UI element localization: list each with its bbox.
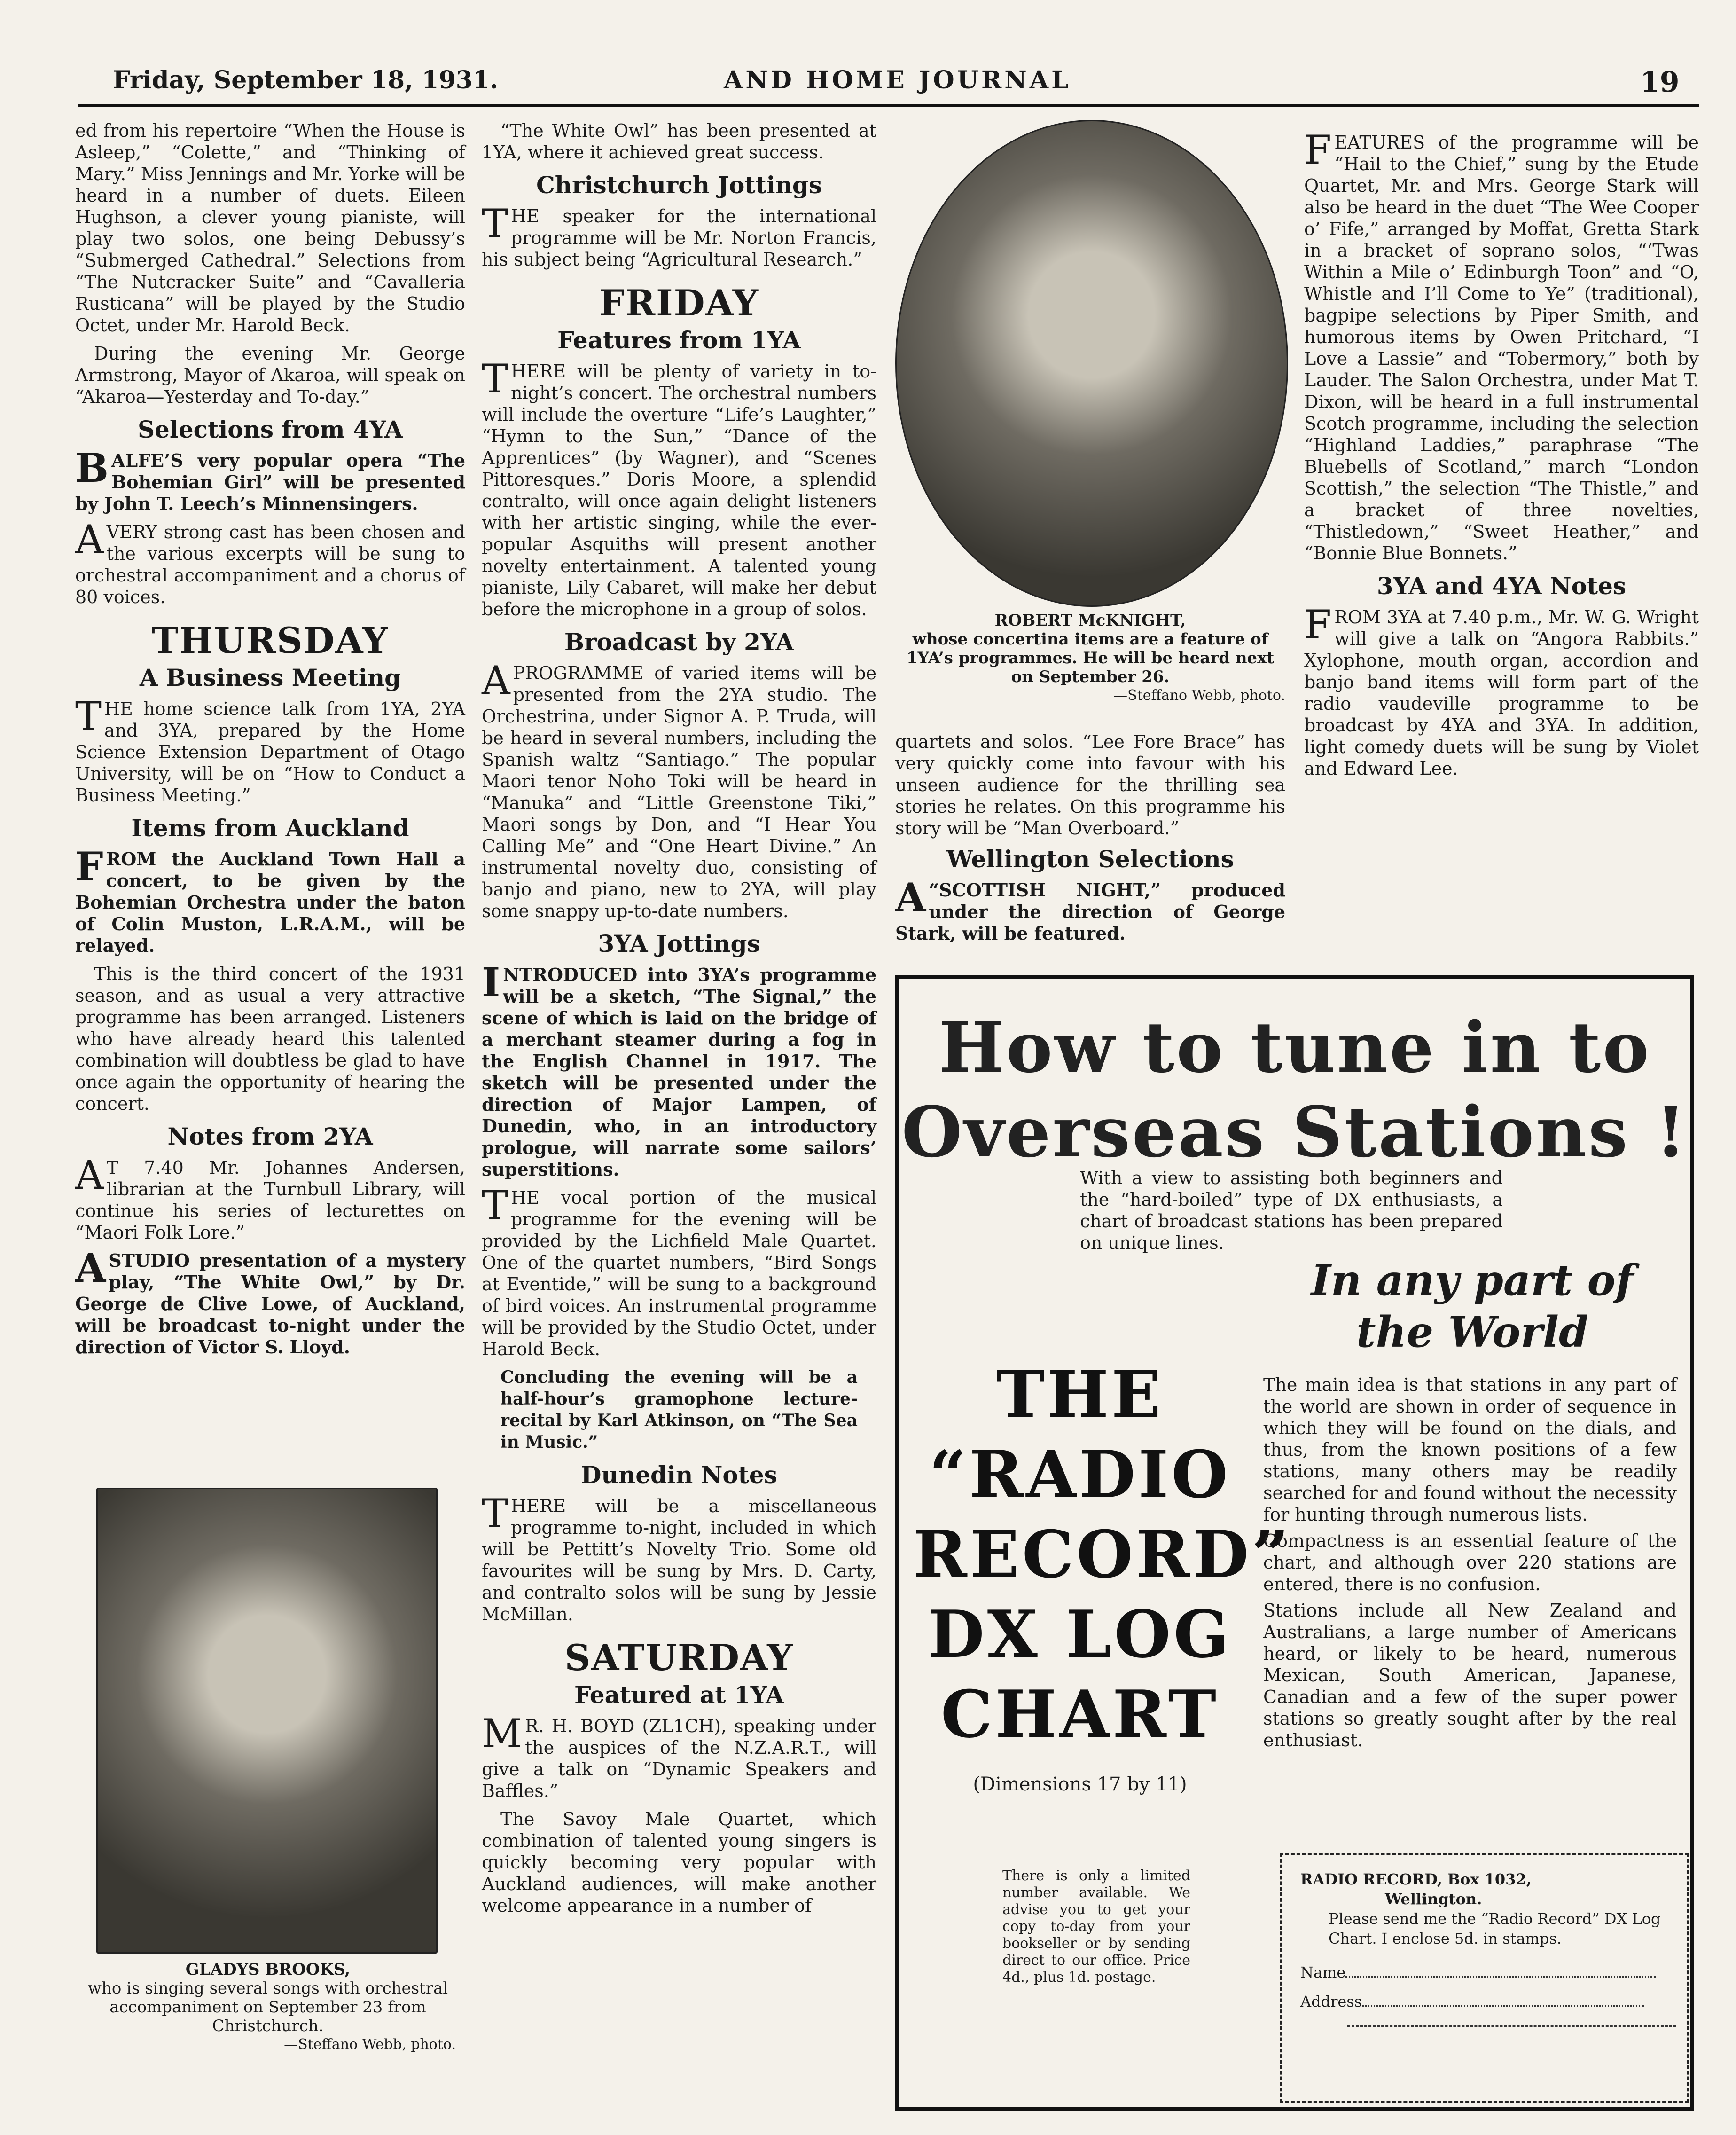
coupon-name-label: Name — [1300, 1963, 1346, 1981]
paragraph: BALFE’S very popular opera “The Bohemian Girl” will be presented by John T. Leech’s Minnensingers. — [75, 445, 465, 514]
coupon-address-row[interactable] — [1300, 1992, 1668, 2011]
chart-title-line1: THE — [996, 1356, 1164, 1433]
ad-headline-line2: Overseas Stations ! — [901, 1091, 1688, 1173]
paragraph: THERE will be plenty of variety in to-night’s concert. The orchestral numbers will include the overture “Life’s Laughter,” “Hymn to the Sun,” “Dance of the Apprentices” (by Wagner), and “Scenes Pittoresques.” Doris Moore, a splendid contralto, will once again delight listeners with her artistic singing, while the ever-popular Asquiths will present another novelty entertainment. A talented young pianiste, Lily Cabaret, will make her debut before the microphone in a group of solos. — [482, 356, 876, 620]
caption-name: ROBERT McKNIGHT, — [994, 611, 1186, 630]
paragraph: THE home science talk from 1YA, 2YA and 3YA, prepared by the Home Science Extension Department of Otago University, will be on “How to Conduct a Business Meeting.” — [75, 693, 465, 806]
paragraph: ed from his repertoire “When the House is Asleep,” “Colette,” and “Thinking of Mary.” Miss Jennings and Mr. Yorke will be heard in a number of duets. Eileen Hughson, a clever young pianiste, will play two solos, one being Debussy’s “Submerged Cathedral.” Selections from “The Nutcracker Suite” and “Cavalleria Rusticana” will be played by the Studio Octet, under Mr. Harold Beck. — [75, 120, 465, 336]
paragraph: FROM the Auckland Town Hall a concert, to be given by the Bohemian Orchestra under the baton of Colin Muston, L.R.A.M., will be relayed. — [75, 843, 465, 956]
heading-3ya-jottings: 3YA Jottings — [598, 930, 760, 958]
photo-robert-mcknight — [895, 120, 1288, 607]
paragraph: THE vocal portion of the musical programme for the evening will be provided by the Lichfield Male Quartet. One of the quartet numbers, “Bird Songs at Eventide,” will be sung to a background of bird voices. An instrumental programme will be provided by the Studio Octet, under Harold Beck. — [482, 1182, 876, 1359]
paragraph: “The White Owl” has been presented at 1YA, where it achieved great success. — [482, 120, 876, 163]
coupon-request-text: Please send me the “Radio Record” DX Log Chart. I enclose 5d. in stamps. — [1329, 1910, 1661, 1947]
chart-title-line3: RECORD” — [913, 1516, 1292, 1593]
heading-3ya-4ya-notes: 3YA and 4YA Notes — [1376, 572, 1627, 600]
column-2 — [482, 120, 876, 1923]
paragraph: INTRODUCED into 3YA’s programme will be a sketch, “The Signal,” the scene of which is laid on the bridge of a merchant steamer during a fog in the English Channel in 1917. The sketch will be presented under the direction of Major Lampen, of Dunedin, who, in an introductory prologue, will narrate some sailors’ superstitions. — [482, 959, 876, 1180]
heading-business-meeting: A Business Meeting — [139, 664, 401, 691]
ad-body-paragraph: Compactness is an essential feature of the chart, and although over 220 stations are entered, there is no confusion. — [1263, 1531, 1677, 1594]
photo-gladys-brooks — [96, 1488, 438, 1954]
caption-gladys-brooks — [80, 1960, 456, 2054]
ad-italic-line2: the World — [1356, 1307, 1588, 1357]
coupon-address-label: Address — [1300, 1993, 1362, 2010]
paragraph: APROGRAMME of varied items will be presented from the 2YA studio. The Orchestrina, under Signor A. P. Truda, will be heard in several numbers, including the Spanish waltz “Santiago.” The popular Maori tenor Noho Toki will be heard in “Manuka” and “Little Greenstone Tiki,” Maori songs by Don, and “I Hear You Calling Me” and “One Heart Divine.” An instrumental novelty duo, consisting of banjo and piano, new to 2YA, will play some snappy up-to-date numbers. — [482, 658, 876, 921]
paragraph: FEATURES of the programme will be “Hail to the Chief,” sung by the Etude Quartet, Mr. and Mrs. George Stark will also be heard in the duet “The Wee Cooper o’ Fife,” arranged by Moffat, Gretta Stark in a bracket of soprano solos, “‘Twas Within a Mile o’ Edinburgh Toon” and “O, Whistle and I’ll Come to Ye” (traditional), bagpipe selections by Piper Smith, and humorous items by Owen Pritchard, “I Love a Lassie” and “Tobermory,” both by Lauder. The Salon Orchestra, under Mat T. Dixon, will be heard in a full instrumental Scotch programme, including the selection “Highland Laddies,” paraphrase “The Bluebells of Scotland,” march “London Scottish,” the selection “The Thistle,” and a bracket of three novelties, “Thistledown,” “Sweet Heather,” and “Bonnie Blue Bonnets.” — [1304, 127, 1699, 564]
paragraph: ASTUDIO presentation of a mystery play, “The White Owl,” by Dr. George de Clive Lowe, of Auckland, will be broadcast to-night under the direction of Victor S. Lloyd. — [75, 1245, 465, 1358]
paragraph: quartets and solos. “Lee Fore Brace” has very quickly come into favour with his unseen audience for the thrilling sea stories he relates. On this programme his story will be “Man Overboard.” — [895, 731, 1285, 839]
header-rule — [78, 104, 1699, 107]
column-1 — [75, 120, 465, 1365]
heading-selections-4ya: Selections from 4YA — [137, 416, 403, 443]
heading-items-auckland: Items from Auckland — [131, 814, 409, 842]
column-4 — [1304, 127, 1699, 786]
caption-text: who is singing several songs with orchestral accompaniment on September 23 from Christchurch. — [87, 1979, 448, 2035]
heading-thursday: THURSDAY — [151, 620, 389, 661]
coupon-address-field[interactable] — [1362, 1992, 1644, 2007]
caption-credit: —Steffano Webb, photo. — [284, 2036, 456, 2053]
coupon-name-field[interactable] — [1345, 1963, 1656, 1978]
page-number: 19 — [1640, 66, 1680, 99]
heading-saturday: SATURDAY — [564, 1637, 794, 1679]
paragraph: AT 7.40 Mr. Johannes Andersen, librarian at the Turnbull Library, will continue his series of lecturettes on “Maori Folk Lore.” — [75, 1152, 465, 1243]
paragraph: AVERY strong cast has been chosen and the various excerpts will be sung to orchestral accompaniment and a chorus of 80 voices. — [75, 517, 465, 607]
heading-features-1ya: Features from 1YA — [557, 326, 801, 354]
paragraph: During the evening Mr. George Armstrong, Mayor of Akaroa, will speak on “Akaroa—Yesterday and To-day.” — [75, 343, 465, 407]
page-date: Friday, September 18, 1931. — [113, 66, 499, 94]
heading-dunedin-notes: Dunedin Notes — [581, 1461, 777, 1489]
ad-intro-text: With a view to assisting both beginners and the “hard-boiled” type of DX enthusiasts, a chart of broadcast stations has been prepared on unique lines. — [1080, 1168, 1503, 1253]
chart-title-line4: DX LOG — [928, 1596, 1232, 1672]
ad-body — [1263, 1374, 1677, 1756]
caption-robert-mcknight — [895, 611, 1285, 705]
chart-dimensions: (Dimensions 17 by 11) — [973, 1774, 1187, 1795]
paragraph: Concluding the evening will be a half-hour’s gramophone lecture-recital by Karl Atkinson, on “The Sea in Music.” — [500, 1367, 858, 1452]
heading-christchurch-jottings: Christchurch Jottings — [536, 171, 822, 199]
paragraph: THERE will be a miscellaneous programme to-night, included in which will be Pettitt’s Novelty Trio. Some old favourites will be sung by Mrs. D. Carty, and contralto solos will be sung by Jessie McMillan. — [482, 1491, 876, 1625]
paragraph: A“SCOTTISH NIGHT,” produced under the direction of George Stark, will be featured. — [895, 874, 1285, 944]
coupon-address-line2: Wellington. — [1385, 1890, 1482, 1908]
heading-wellington-selections: Wellington Selections — [946, 845, 1234, 873]
ad-body-paragraph: The main idea is that stations in any part of the world are shown in order of sequence in which they will be found on the dials, and thus, from the known positions of a few stations, many others may be readily searched for and found without the necessity for hunting through numerous lists. — [1263, 1374, 1677, 1525]
heading-friday: FRIDAY — [599, 282, 759, 324]
coupon-name-row[interactable] — [1300, 1962, 1668, 1982]
heading-featured-1ya: Featured at 1YA — [574, 1681, 784, 1709]
paragraph: FROM 3YA at 7.40 p.m., Mr. W. G. Wright will give a talk on “Angora Rabbits.” Xylophone, mouth organ, accordion and banjo band items will form part of the radio vaudeville programme to be broadcast by 4YA and 3YA. In addition, light comedy duets will be sung by Violet and Edward Lee. — [1304, 602, 1699, 779]
heading-notes-2ya: Notes from 2YA — [167, 1122, 373, 1150]
paragraph: THE speaker for the international programme will be Mr. Norton Francis, his subject being “Agricultural Research.” — [482, 201, 876, 270]
paragraph: The Savoy Male Quartet, which combination of talented young singers is quickly becoming very popular with Auckland audiences, will make another welcome appearance in a number of — [482, 1809, 876, 1916]
caption-credit: —Steffano Webb, photo. — [1113, 687, 1285, 704]
column-3 — [895, 731, 1285, 951]
dx-log-chart-advertisement — [895, 975, 1694, 2111]
ad-body-paragraph: Stations include all New Zealand and Australians, a large number of Americans heard, or likely to be heard, numerous Mexican, South American, Japanese, Canadian and a few of the super power stations so greatly sought after by the real enthusiast. — [1263, 1600, 1677, 1750]
journal-title: AND HOME JOURNAL — [724, 66, 1071, 94]
caption-name: GLADYS BROOKS, — [185, 1960, 351, 1979]
ad-headline-line1: How to tune in to — [938, 1006, 1651, 1088]
chart-title-line2: “RADIO — [929, 1436, 1231, 1513]
coupon-address-line1: RADIO RECORD, Box 1032, — [1300, 1870, 1532, 1888]
order-coupon[interactable] — [1280, 1853, 1689, 2103]
paragraph: This is the third concert of the 1931 season, and as usual a very attractive programme has been arranged. Listeners who have already heard this talented combination will doubtless be glad to have once again the opportunity of hearing the concert. — [75, 964, 465, 1114]
ad-italic-line1: In any part of — [1311, 1256, 1634, 1305]
ad-availability-note: There is only a limited number available. We advise you to get your copy to-day from your bookseller or by sending direct to our office. Price 4d., plus 1d. postage. — [1002, 1868, 1190, 1986]
paragraph: MR. H. BOYD (ZL1CH), speaking under the auspices of the N.Z.A.R.T., will give a talk on “Dynamic Speakers and Baffles.” — [482, 1711, 876, 1801]
coupon-extra-line — [1347, 2025, 1676, 2027]
chart-title-line5: CHART — [940, 1676, 1220, 1752]
caption-text: whose concertina items are a feature of 1YA’s programmes. He will be heard next on September 26. — [906, 630, 1275, 686]
heading-broadcast-2ya: Broadcast by 2YA — [564, 628, 794, 656]
